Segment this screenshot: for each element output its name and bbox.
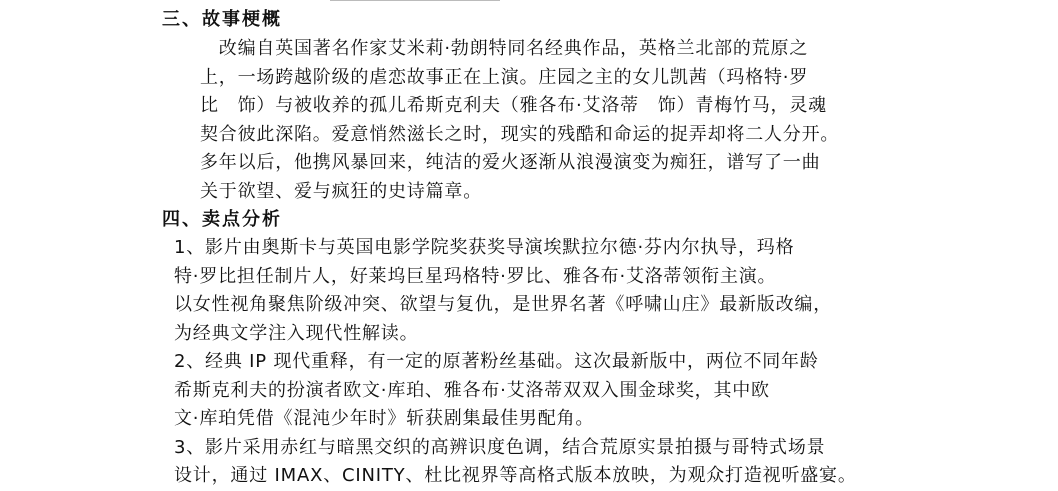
selling-point-line: 为经典文学注入现代性解读。 bbox=[174, 323, 419, 344]
synopsis-line: 改编自英国著名作家艾米莉·勃朗特同名经典作品，英格兰北部的荒原之 bbox=[200, 38, 809, 59]
synopsis-line: 比 饰）与被收养的孤儿希斯克利夫（雅各布·艾洛蒂 饰）青梅竹马，灵魂 bbox=[200, 95, 827, 116]
selling-point-line: 文·库珀凭借《混沌少年时》斩获剧集最佳男配角。 bbox=[174, 408, 595, 429]
selling-point-line: 希斯克利夫的扮演者欧文·库珀、雅各布·艾洛蒂双双入围金球奖，其中欧 bbox=[174, 380, 770, 401]
selling-point-line: 以女性视角聚焦阶级冲突、欲望与复仇，是世界名著《呼啸山庄》最新版改编， bbox=[174, 294, 832, 315]
synopsis-line: 关于欲望、爱与疯狂的史诗篇章。 bbox=[200, 181, 482, 202]
selling-point-line: 2、经典 IP 现代重释，有一定的原著粉丝基础。这次最新版中，两位不同年龄 bbox=[174, 351, 819, 372]
section-heading-story-synopsis: 三、故事梗概 bbox=[162, 9, 282, 30]
synopsis-line: 契合彼此深陷。爱意悄然滋长之时，现实的残酷和命运的捉弄却将二人分开。 bbox=[200, 124, 840, 145]
section-heading-selling-points: 四、卖点分析 bbox=[162, 209, 282, 230]
synopsis-line: 多年以后，他携风暴回来，纯洁的爱火逐渐从浪漫演变为痴狂，谱写了一曲 bbox=[200, 152, 821, 173]
selling-point-line: 特·罗比担任制片人，好莱坞巨星玛格特·罗比、雅各布·艾洛蒂领衔主演。 bbox=[174, 266, 777, 287]
cropped-top-line bbox=[330, 0, 500, 1]
synopsis-line: 上，一场跨越阶级的虐恋故事正在上演。庄园之主的女儿凯茜（玛格特·罗 bbox=[200, 67, 809, 88]
selling-point-line: 3、影片采用赤红与暗黑交织的高辨识度色调，结合荒原实景拍摄与哥特式场景 bbox=[174, 437, 826, 458]
selling-point-line: 设计，通过 IMAX、CINITY、杜比视界等高格式版本放映，为观众打造视听盛宴。 bbox=[174, 465, 857, 486]
selling-point-line: 1、影片由奥斯卡与英国电影学院奖获奖导演埃默拉尔德·芬内尔执导，玛格 bbox=[174, 237, 795, 258]
